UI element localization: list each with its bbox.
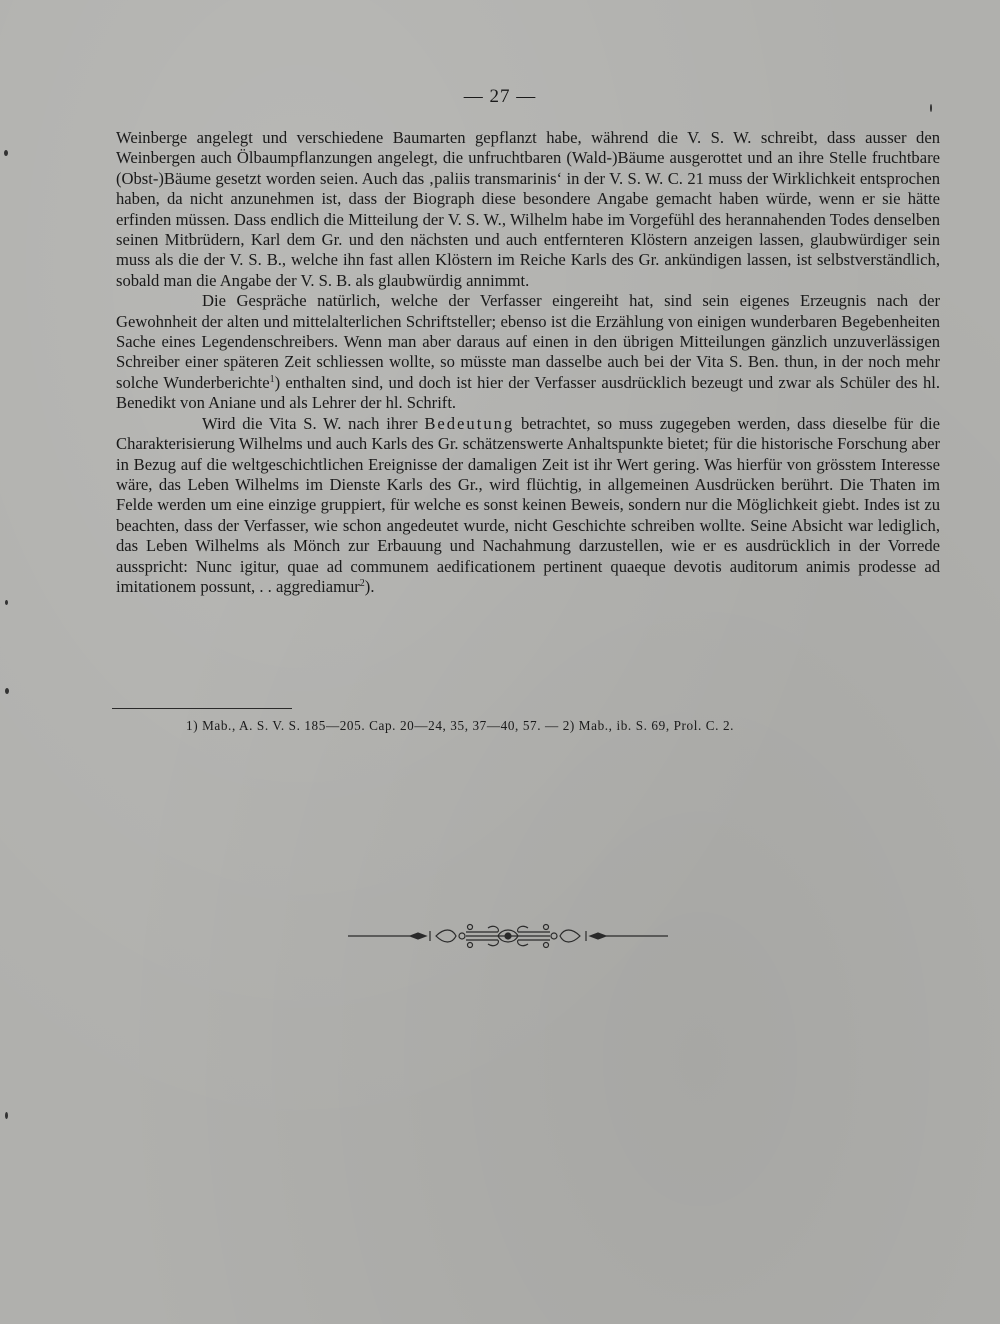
paragraph-1-text: Weinberge angelegt und verschiedene Baumarten gepflanzt habe, während die V. S. W. schreibt, dass ausser den Weinbergen auch Ölbaumpflanzungen angelegt, die unfruchtbaren (Wald-)Bäume ausgerottet und an ihre Stelle fruchtbare (Obst-)Bäume gesetzt worden seien. Auch das ‚paliis transmarinis‘ in der V. S. W. C. 21 muss der Wirklichkeit entsprochen haben, da nicht anzunehmen ist, dass der Biograph diese besondere Angabe gemacht haben würde, wenn er sie hätte erfinden müssen. Dass endlich die Mitteilung der V. S. W., Wilhelm habe im Vorgefühl des herannahenden Todes denselben seinen Mitbrüdern, Karl dem Gr. und den nächsten und auch entfernteren Klöstern anzeigen lassen, glaubwürdiger sein muss als die der V. S. B., welche ihn fast allen Klöstern im Reiche Karls des Gr. ankündigen lassen, ist selbstverständlich, sobald man die Angabe der V. S. B. als glaubwürdig annimmt.: [116, 128, 940, 290]
paragraph-1: [116, 128, 940, 291]
body-text: [116, 128, 940, 597]
footnote-ref-1: 1: [269, 373, 275, 385]
scan-speck: [930, 104, 932, 112]
footnote-ref-2: 2: [359, 577, 365, 589]
paragraph-3: [116, 414, 940, 598]
scan-speck: [5, 1112, 8, 1119]
paragraph-2-text: Die Gespräche natürlich, welche der Verfasser eingereiht hat, sind sein eigenes Erzeugnis nach der Gewohnheit der alten und mittelalterlichen Schriftsteller; ebenso ist die Erzählung von einigen wunderbaren Begebenheiten Sache eines Legendenschreibers. Wenn man aber daraus auf einen in den übrigen Mitteilungen gänzlich unzuverlässigen Schreiber einer späteren Zeit schliessen wollte, so müsste man dasselbe auch bei der Vita S. Ben. thun, in der noch mehr solche Wunderberichte: [116, 291, 940, 392]
spaced-word: Bedeutung: [424, 413, 515, 433]
footnote-divider: [112, 708, 292, 709]
paragraph-3-text-cont: betrachtet, so muss zugegeben werden, dass dieselbe für die Charakterisierung Wilhelms und auch Karls des Gr. schätzenswerte Anhaltspunkte bietet; für die historische Forschung aber in Bezug auf die weltgeschichtlichen Ereignisse der damaligen Zeit ist ihr Wert gering. Was hierfür von grösstem Interesse wäre, das Leben Wilhelms im Dienste Karls des Gr., wird flüchtig, in allgemeinen Ausdrücken berührt. Die Thaten im Felde werden um eine einzige gruppiert, für welche es sonst keinen Beweis, sondern nur die Möglichkeit giebt. Indes ist zu beachten, dass der Verfasser, wie schon angedeutet wurde, nicht Geschichte schreiben wollte. Seine Absicht war lediglich, das Leben Wilhelms als Mönch zur Erbauung und Nachahmung darzustellen, wie er es ausdrücklich in der Vorrede ausspricht: Nunc igitur, quae ad communem aedificationem pertinent quaeque devotis auditorum animis prodesse ad imitationem possunt, . . aggrediamur: [116, 413, 940, 596]
scan-speck: [5, 600, 8, 605]
scan-speck: [5, 688, 9, 694]
scan-speck: [4, 150, 8, 156]
paragraph-3-text-end: ).: [364, 576, 375, 596]
ornament-divider-icon: [348, 920, 668, 952]
footnotes: 1) Mab., A. S. V. S. 185—205. Cap. 20—24, 35, 37—40, 57. — 2) Mab., ib. S. 69, Prol. C. 2.: [186, 718, 735, 733]
paragraph-3-text: Wird die Vita S. W. nach ihrer: [202, 413, 425, 433]
paragraph-2: [116, 291, 940, 413]
paragraph-2-text-cont: ) enthalten sind, und doch ist hier der Verfasser ausdrücklich bezeugt und zwar als Schüler des hl. Benedikt von Aniane und als Lehrer der hl. Schrift.: [116, 372, 940, 413]
page-number: — 27 —: [463, 86, 537, 107]
